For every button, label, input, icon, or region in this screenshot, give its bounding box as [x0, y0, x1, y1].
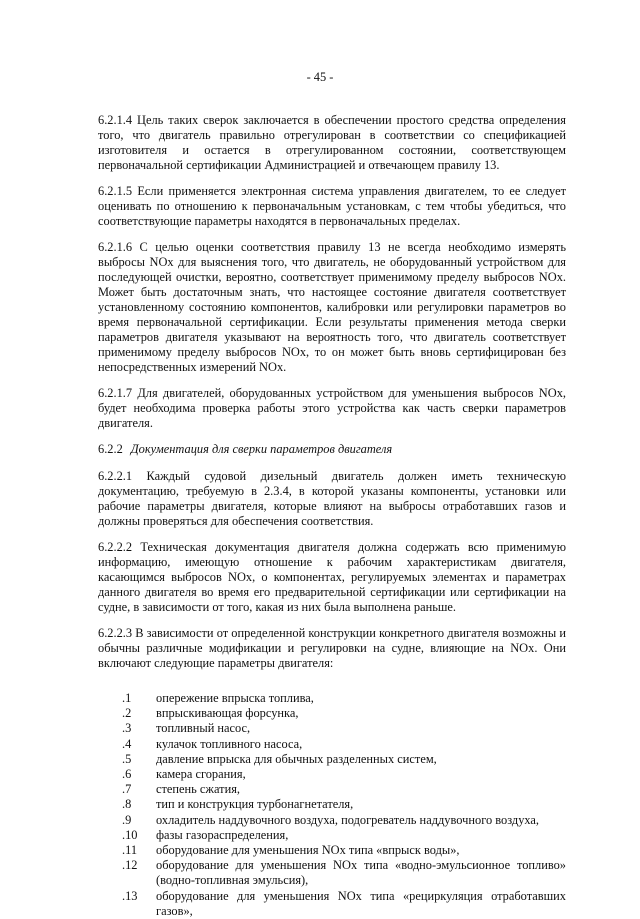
list-item-number: .3	[122, 721, 132, 736]
section-title: Документация для сверки параметров двигателя	[130, 442, 393, 456]
list-item	[98, 767, 566, 782]
list-item	[98, 889, 566, 919]
paragraph-6-2-1-6: 6.2.1.6 С целью оценки соответствия правилу 13 не всегда необходимо измерять выбросы NOx для выяснения того, что двигатель, не оборудованный устройством для последующей очистки, вероятно, соответствует применимому пределу выбросов NOx. Может быть достаточным знать, что настоящее состояние двигателя соответствует установленному состоянию компонентов, калибровки или регулировки параметров во время первоначальной сертификации. Если результаты применения метода сверки параметров двигателя указывают на вероятность того, что двигатель соответствует применимому пределу выбросов NOx, то он может быть вновь сертифицирован без непосредственных измерений NOx.	[98, 240, 566, 374]
paragraph-6-2-1-7: 6.2.1.7 Для двигателей, оборудованных устройством для уменьшения выбросов NOx, будет необходима проверка работы этого устройства как часть сверки параметров двигателя.	[98, 386, 566, 430]
list-item-text: камера сгорания,	[156, 767, 246, 782]
list-item	[98, 858, 566, 888]
list-item-number: .2	[122, 706, 132, 721]
list-item-text: охладитель наддувочного воздуха, подогреватель наддувочного воздуха,	[156, 812, 540, 827]
paragraph-6-2-2-2: 6.2.2.2 Техническая документация двигателя должна содержать всю применимую информацию, имеющую отношение к рабочим характеристикам двигателя, касающимся выбросов NOx, о компонентах, регулируемых элементах и параметрах данного двигателя во время его предварительной сертификации или сертификации на судне, в зависимости от того, какая из них была выполнена раньше.	[98, 540, 566, 614]
list-item-number: .7	[122, 782, 132, 797]
parameter-list	[98, 691, 566, 919]
paragraph-6-2-1-4: 6.2.1.4 Цель таких сверок заключается в обеспечении простого средства определения того, что двигатель правильно отрегулирован в соответствии со спецификацией изготовителя и остается в отрегулированном состоянии, соответствующем первоначальной сертификации Администрацией и отвечающем правилу 13.	[98, 113, 566, 172]
list-item-text: оборудование для уменьшения NOx типа «впрыск воды»,	[156, 843, 460, 858]
list-item	[98, 706, 566, 721]
list-item-text: фазы газораспределения,	[156, 827, 289, 842]
paragraph-6-2-2-3: 6.2.2.3 В зависимости от определенной конструкции конкретного двигателя возможны и обычны различные модификации и регулировки на судне, влияющие на NOx. Они включают следующие параметры двигателя:	[98, 626, 566, 670]
list-item	[98, 828, 566, 843]
list-item-text: степень сжатия,	[156, 782, 241, 797]
list-item-number: .5	[122, 751, 132, 766]
section-heading	[98, 442, 566, 457]
list-item	[98, 737, 566, 752]
list-item-number: .13	[122, 888, 138, 903]
list-item-number: .9	[122, 812, 132, 827]
list-item-text: топливный насос,	[156, 721, 251, 736]
list-item-text: тип и конструкция турбонагнетателя,	[156, 797, 354, 812]
list-item-text: опережение впрыска топлива,	[156, 691, 314, 705]
list-item-number: .8	[122, 797, 132, 812]
list-item	[98, 782, 566, 797]
list-item-number: .12	[122, 858, 138, 873]
list-item	[98, 691, 566, 706]
list-item	[98, 721, 566, 736]
paragraph-6-2-1-5: 6.2.1.5 Если применяется электронная система управления двигателем, то ее следует оценивать по отношению к первоначальным установкам, с тем чтобы убедиться, что соответствующие параметры находятся в первоначальных пределах.	[98, 184, 566, 228]
page-number: - 45 -	[306, 70, 334, 84]
list-item	[98, 752, 566, 767]
list-item	[98, 797, 566, 812]
list-item-number: .11	[122, 843, 138, 858]
document-body	[98, 113, 566, 919]
list-item	[98, 843, 566, 858]
list-item-number: .4	[122, 736, 132, 751]
list-item	[98, 813, 566, 828]
list-item-text: оборудование для уменьшения NOx типа «водно-эмульсионное топливо» (водно-топливная эмульсия),	[156, 858, 566, 888]
list-item-text: впрыскивающая форсунка,	[156, 706, 299, 721]
list-item-number: .6	[122, 767, 132, 782]
section-number: 6.2.2	[98, 442, 123, 456]
list-item-number: .1	[122, 691, 132, 705]
paragraph-6-2-2-1: 6.2.2.1 Каждый судовой дизельный двигатель должен иметь техническую документацию, требуемую в 2.3.4, в которой указаны компоненты, установки или рабочие параметры двигателя, которые влияют на выбросы отработавших газов и должны проверяться для обеспечения соответствия.	[98, 469, 566, 528]
list-item-text: кулачок топливного насоса,	[156, 736, 303, 751]
list-item-text: оборудование для уменьшения NOx типа «рециркуляция отработавших газов»,	[156, 888, 566, 918]
list-item-number: .10	[122, 827, 138, 842]
list-item-text: давление впрыска для обычных разделенных систем,	[156, 751, 437, 766]
